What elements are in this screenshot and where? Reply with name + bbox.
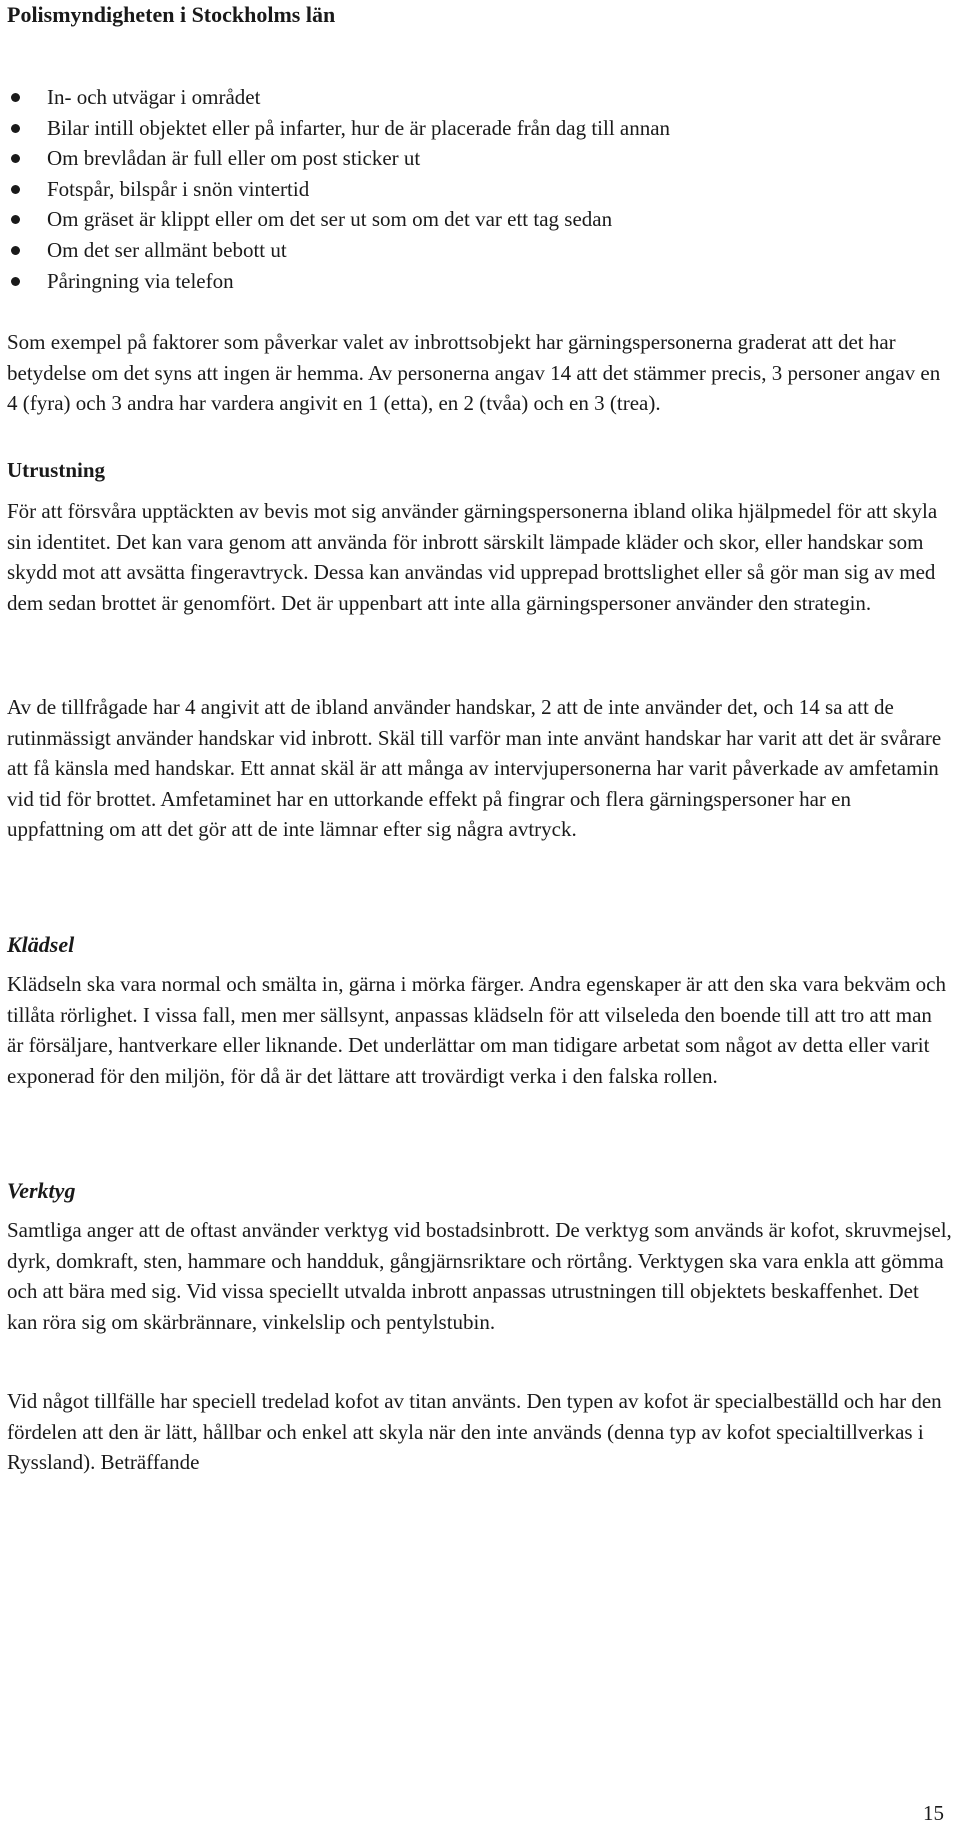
list-item [7,204,670,235]
body-paragraph-utrustning-2: Av de tillfrågade har 4 angivit att de ibland använder handskar, 2 att de inte använder det, och 14 sa att de rutinmässigt använder handskar vid inbrott. Skäl till varför man inte använt handskar har varit att det är svårare att få känsla med handskar. Ett annat skäl är att många av intervjupersonerna har varit påverkade av amfetamin vid tid för brottet. Amfetaminet har en uttorkande effekt på fingrar och flera gärningspersoner har en uppfattning om att det gör att de inte lämnar efter sig några avtryck. [7,695,942,842]
bullet-icon [11,246,20,255]
bullet-text: Påringning via telefon [47,268,234,293]
list-item [7,82,670,113]
list-item [7,113,670,144]
section-heading-verktyg: Verktyg [7,1178,76,1203]
body-paragraph-intro: Som exempel på faktorer som påverkar valet av inbrottsobjekt har gärningspersonerna graderat att det har betydelse om det syns att ingen är hemma. Av personerna angav 14 att det stämmer precis, 3 personer angav en 4 (fyra) och 3 andra har vardera angivit en 1 (etta), en 2 (tvåa) och en 3 (trea). [7,330,941,416]
bullet-text: Bilar intill objektet eller på infarter, hur de är placerade från dag till annan [47,115,671,140]
body-paragraph-verktyg-1: Samtliga anger att de oftast använder verktyg vid bostadsinbrott. De verktyg som används är kofot, skruvmejsel, dyrk, domkraft, sten, hammare och handduk, gångjärnsriktare och rörtång. Verktygen ska vara enkla att gömma och att bära med sig. Vid vissa speciellt utvalda inbrott anpassas utrustningen till objektets beskaffenhet. Det kan röra sig om skärbrännare, vinkelslip och pentylstubin. [7,1218,952,1334]
bullet-icon [11,185,20,194]
bullet-list [7,82,670,296]
list-item [7,174,670,205]
bullet-icon [11,124,20,133]
bullet-text: Om brevlådan är full eller om post sticker ut [47,146,421,171]
body-paragraph-verktyg-2: Vid något tillfälle har speciell tredelad kofot av titan använts. Den typen av kofot är specialbeställd och har den fördelen att den är lätt, hållbar och enkel att skyla när den inte används (denna typ av kofot specialtillverkas i Ryssland). Beträffande [7,1389,942,1475]
bullet-text: Om gräset är klippt eller om det ser ut som om det var ett tag sedan [47,207,613,232]
bullet-icon [11,93,20,102]
bullet-icon [11,277,20,286]
bullet-icon [11,154,20,163]
bullet-text: Om det ser allmänt bebott ut [47,237,287,262]
bullet-text: In- och utvägar i området [47,85,261,109]
list-item [7,266,670,297]
page-number: 15 [923,1801,944,1825]
body-paragraph-kladsel: Klädseln ska vara normal och smälta in, gärna i mörka färger. Andra egenskaper är att den ska vara bekväm och tillåta rörlighet. I vissa fall, men mer sällsynt, anpassas klädseln för att vilseleda den boende till att tro att man är försäljare, hantverkare eller liknande. Det underlättar om man tidigare arbetat som något av detta eller varit exponerad för den miljön, för då är det lättare att trovärdigt verka i den falska rollen. [7,972,947,1088]
list-item [7,143,670,174]
bullet-icon [11,215,20,224]
list-item [7,235,670,266]
section-heading-utrustning: Utrustning [7,458,106,482]
document-header-title: Polismyndigheten i Stockholms län [7,2,336,27]
body-paragraph-utrustning-1: För att försvåra upptäckten av bevis mot sig använder gärningspersonerna ibland olika hjälpmedel för att skyla sin identitet. Det kan vara genom att använda för inbrott särskilt lämpade kläder och skor, eller handskar som skydd mot att avsätta fingeravtryck. Dessa kan användas vid upprepad brottslighet eller så gör man sig av med dem sedan brottet är genomfört. Det är uppenbart att inte alla gärningspersoner använder den strategin. [7,499,938,615]
section-heading-kladsel: Klädsel [7,932,75,957]
bullet-text: Fotspår, bilspår i snön vintertid [47,176,310,201]
